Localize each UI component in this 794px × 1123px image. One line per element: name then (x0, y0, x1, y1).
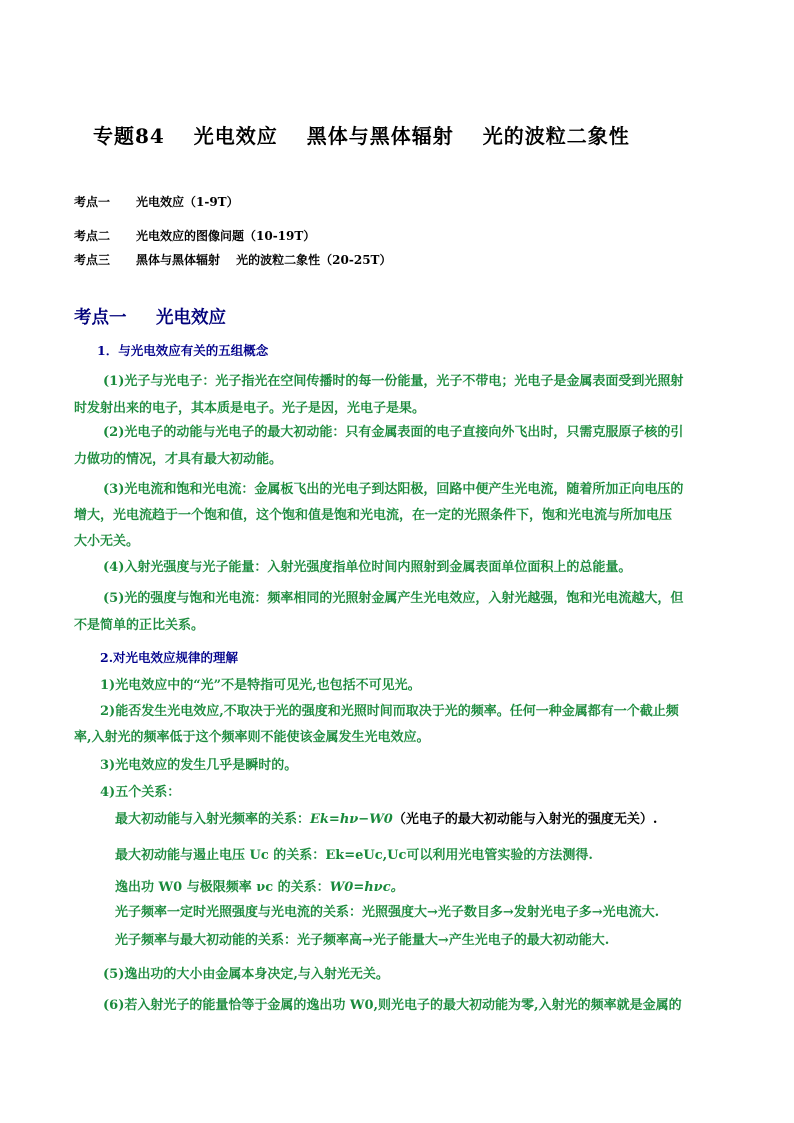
subheading-concepts: 1．与光电效应有关的五组概念 (97, 343, 269, 358)
page-title: 专题84 光电效应 黑体与黑体辐射 光的波粒二象性 (93, 124, 630, 148)
paragraph-5-line-1: (5)光的强度与饱和光电流：频率相同的光照射金属产生光电效应，入射光越强，饱和光电流越大，但 (103, 591, 684, 606)
subheading-laws: 2.对光电效应规律的理解 (100, 650, 239, 665)
toc-label: 考点二 (74, 229, 111, 243)
section-title: 光电效应 (156, 308, 226, 328)
law-3: 3)光电效应的发生几乎是瞬时的。 (100, 758, 298, 773)
relation-note: Uc可以利用光电管实验的方法测得. (387, 848, 593, 863)
paragraph-1-line-1: (1)光子与光电子：光子指光在空间传播时的每一份能量，光子不带电；光电子是金属表面受到光照射 (103, 374, 684, 389)
relation-text: 逸出功 W0 与极限频率 νc 的关系： (115, 880, 330, 895)
toc-text: 光电效应（1-9T） (136, 195, 239, 209)
paragraph-2-line-2: 力做功的情况，才具有最大初动能。 (74, 452, 283, 467)
paragraph-3-line-1: (3)光电流和饱和光电流：金属板飞出的光电子到达阳极，回路中便产生光电流，随着所加正向电压的 (103, 482, 684, 497)
paragraph-3-line-3: 大小无关。 (74, 534, 140, 549)
law-5: (5)逸出功的大小由金属本身决定,与入射光无关。 (103, 967, 389, 982)
relation-5: 光子频率与最大初动能的关系：光子频率高→光子能量大→产生光电子的最大初动能大. (115, 933, 610, 948)
paragraph-5-line-2: 不是简单的正比关系。 (74, 618, 205, 633)
toc-label: 考点一 (74, 195, 111, 209)
paragraph-2-line-1: (2)光电子的动能与光电子的最大初动能：只有金属表面的电子直接向外飞出时，只需克服原子核的引 (103, 425, 684, 440)
toc-label: 考点三 (74, 253, 111, 267)
relation-4: 光子频率一定时光照强度与光电流的关系：光照强度大→光子数目多→发射光电子多→光电流大. (115, 905, 660, 920)
relation-formula: Ek=eUc, (325, 848, 388, 863)
section-heading (74, 304, 226, 329)
law-6-line-1: (6)若入射光子的能量恰等于金属的逸出功 W0,则光电子的最大初动能为零,入射光的频率就是金属的 (103, 998, 682, 1013)
law-2-line-1: 2)能否发生光电效应,不取决于光的强度和光照时间而取决于光的频率。任何一种金属都有一个截止频 (100, 704, 679, 719)
relation-formula: W0=hνc。 (329, 880, 404, 895)
toc-item-1 (74, 193, 239, 210)
toc-text: 黑体与黑体辐射 光的波粒二象性（20-25T） (136, 253, 392, 267)
law-1: 1)光电效应中的“光”不是特指可见光,也包括不可见光。 (100, 678, 421, 693)
paragraph-1-line-2: 时发射出来的电子，其本质是电子。光子是因，光电子是果。 (74, 401, 426, 416)
toc-text: 光电效应的图像问题（10-19T） (136, 229, 316, 243)
toc-item-2 (74, 227, 315, 244)
relation-text: 最大初动能与入射光频率的关系： (115, 812, 311, 827)
relation-1 (115, 808, 657, 827)
relation-note: （光电子的最大初动能与入射光的强度无关）. (392, 812, 658, 827)
relation-2 (115, 844, 593, 863)
relation-formula: Ek=hν−W0 (310, 812, 393, 827)
relation-text: 最大初动能与遏止电压 Uc 的关系： (115, 848, 326, 863)
paragraph-3-line-2: 增大，光电流趋于一个饱和值，这个饱和值是饱和光电流，在一定的光照条件下，饱和光电流与所加电压 (74, 508, 673, 523)
section-label: 考点一 (74, 308, 127, 328)
law-4: 4)五个关系： (100, 785, 181, 800)
paragraph-4-line-1: (4)入射光强度与光子能量：入射光强度指单位时间内照射到金属表面单位面积上的总能量。 (103, 560, 632, 575)
relation-3 (115, 876, 404, 895)
law-2-line-2: 率,入射光的频率低于这个频率则不能使该金属发生光电效应。 (74, 730, 430, 745)
toc-item-3 (74, 251, 392, 268)
